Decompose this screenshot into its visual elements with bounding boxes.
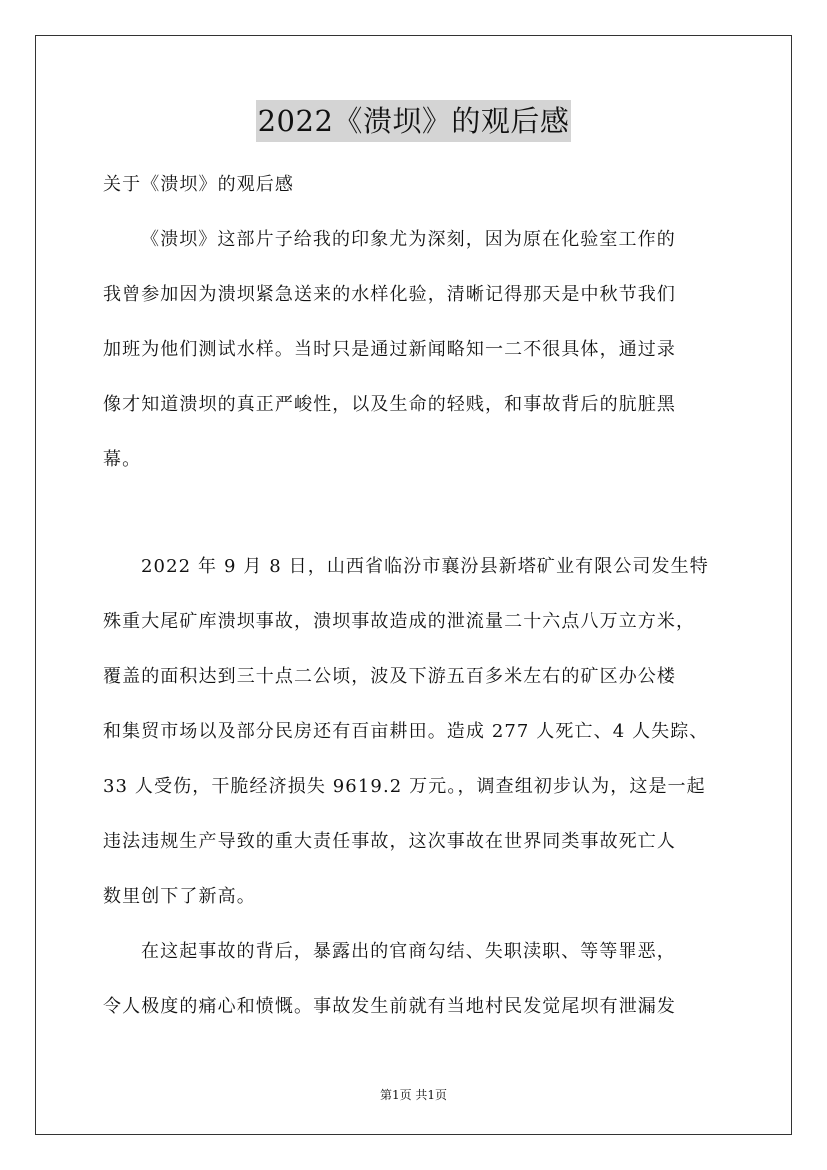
document-body bbox=[103, 173, 735, 1050]
paragraph-line: 2022 年 9 月 8 日，山西省临汾市襄汾县新塔矿业有限公司发生特 bbox=[141, 556, 709, 577]
page-footer: 第1页 共1页 bbox=[379, 1088, 448, 1102]
paragraph-line: 殊重大尾矿库溃坝事故，溃坝事故造成的泄流量二十六点八万立方米， bbox=[103, 611, 696, 632]
paragraph-line: 在这起事故的背后，暴露出的官商勾结、失职渎职、等等罪恶， bbox=[141, 941, 676, 962]
paragraph-line: 幕。 bbox=[103, 449, 142, 470]
document-title: 2022《溃坝》的观后感 bbox=[256, 100, 572, 142]
paragraph-line: 数里创下了新高。 bbox=[103, 886, 256, 907]
paragraph-line: 加班为他们测试水样。当时只是通过新闻略知一二不很具体，通过录 bbox=[103, 339, 676, 360]
paragraph-line: 《溃坝》这部片子给我的印象尤为深刻，因为原在化验室工作的 bbox=[141, 229, 676, 250]
paragraph-line: 令人极度的痛心和愤慨。事故发生前就有当地村民发觉尾坝有泄漏发 bbox=[103, 996, 676, 1017]
paragraph-line: 和集贸市场以及部分民房还有百亩耕田。造成 277 人死亡、4 人失踪、 bbox=[103, 721, 709, 742]
title-container bbox=[0, 100, 827, 142]
paragraph-line: 我曾参加因为溃坝紧急送来的水样化验，清晰记得那天是中秋节我们 bbox=[103, 284, 676, 305]
paragraph-line: 33 人受伤，干脆经济损失 9619.2 万元。，调查组初步认为，这是一起 bbox=[103, 776, 706, 797]
blank-spacer bbox=[103, 503, 735, 555]
paragraph-line: 违法违规生产导致的重大责任事故，这次事故在世界同类事故死亡人 bbox=[103, 831, 676, 852]
paragraph-line: 像才知道溃坝的真正严峻性，以及生命的轻贱，和事故背后的肮脏黑 bbox=[103, 394, 676, 415]
subtitle-line: 关于《溃坝》的观后感 bbox=[103, 174, 294, 195]
paragraph-line: 覆盖的面积达到三十点二公顷，波及下游五百多米左右的矿区办公楼 bbox=[103, 666, 676, 687]
